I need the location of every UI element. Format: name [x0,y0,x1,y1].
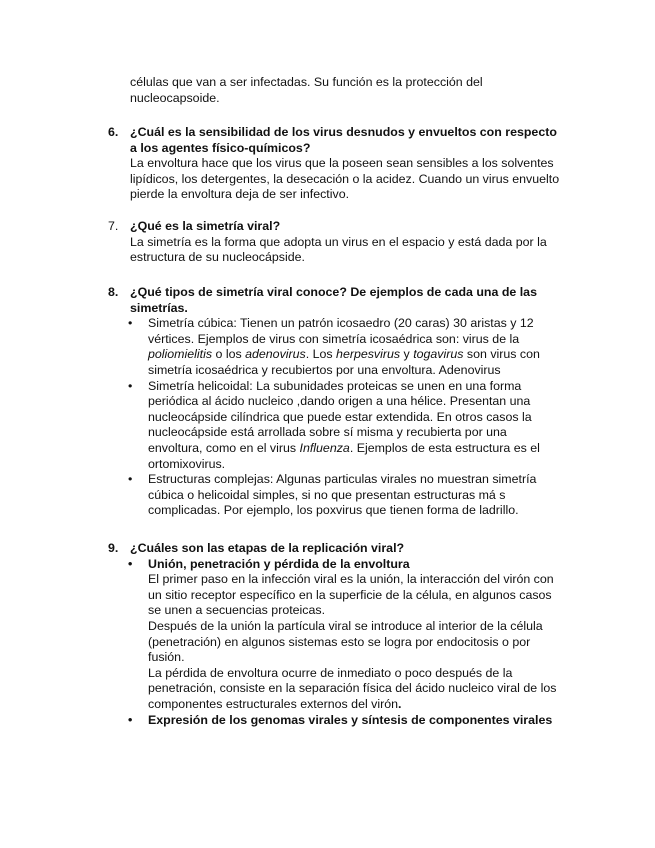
bullet-genome-title: Expresión de los genomas virales y síntesis de componentes virales [148,712,553,727]
question-8-title: ¿Qué tipos de simetría viral conoce? De ejemplos de cada una de las simetrías. [130,285,537,315]
question-7 [108,219,563,266]
union-paragraph-1: El primer paso en la infección viral es la unión, la interacción del virón con un sitio receptor específico en la superficie de la célula, en algunos casos se unen a secuencias proteicas. [148,572,554,618]
question-6-answer: La envoltura hace que los virus que la poseen sean sensibles a los solventes lipídicos, los detergentes, la desecación o la acidez. Cuando un virus envuelto pierde la envoltura deja de ser infectivo. [130,156,560,202]
term-herpesvirus: herpesvirus [336,347,401,362]
union-paragraph-2: Después de la unión la partícula viral se introduce al interior de la célula (penetración) en algunos sistemas esto se logra por endocitosis o por fusión. [148,618,543,665]
question-9 [108,541,563,728]
bullet-helical-text-a: Simetría helicoidal: La subunidades proteicas se unen en una forma periódica al ácido nucleico ,dando origen a una hélice. Presentan una nucleocápside cilíndrica que puede estar extendida. En otros casos la nucleocápside está arrollada sobre sí misma y recubierta por una envoltura, como en el virus [148,378,532,455]
bullet-union-penetration [108,557,563,573]
bullet-complex-structures [108,472,563,519]
bullet-union-title: Unión, penetración y pérdida de la envoltura [148,556,410,571]
bullet-cubic-text-e: son virus con simetría icosaédrica y recubiertos por una envoltura. Adenovirus [148,347,540,377]
bullet-dot: • [128,316,133,331]
bullet-dot: • [128,472,133,487]
term-influenza: Influenza [299,440,350,455]
question-9-title: ¿Cuáles son las etapas de la replicación viral? [130,541,405,555]
bullet-cubic-text-a: Simetría cúbica: Tienen un patrón icosaedro (20 caras) 30 aristas y 12 vértices. Ejemplos de virus con simetría icosaédrica son: virus de la [148,316,534,346]
term-adenovirus: adenovirus [245,347,306,362]
bullet-helical-text-b: . Ejemplos de esta estructura es el ortomixovirus. [148,440,540,471]
question-6-title: ¿Cuál es la sensibilidad de los virus desnudos y envueltos con respecto a los agentes físico-químicos? [130,125,557,155]
question-6-number: 6. [108,125,119,139]
bullet-helical-symmetry [108,379,563,473]
union-paragraph-3-text: La pérdida de envoltura ocurre de inmediato o poco después de la penetración, consiste en la separación física del ácido nucleico viral de los componentes estructurales externos del virón [148,665,557,711]
question-7-number: 7. [108,219,119,233]
bullet-dot: • [128,556,133,571]
question-9-heading [108,541,563,557]
continuation-paragraph: células que van a ser infectadas. Su función es la protección del nucleocapsoide. [130,75,483,105]
bullet-cubic-text-b: o los [212,347,246,362]
question-7-answer: La simetría es la forma que adopta un virus en el espacio y está dada por la estructura de su nucleocápside. [130,234,547,265]
bullet-dot: • [128,378,133,393]
question-6 [108,125,563,203]
bullet-cubic-text-d: y [400,347,414,362]
question-8-heading [108,285,563,316]
bullet-dot: • [128,712,133,727]
question-7-heading [108,219,563,235]
bullet-genome-expression [108,713,563,729]
union-paragraph-3 [108,666,563,713]
question-6-heading [108,125,563,156]
bullet-complex-text: Estructuras complejas: Algunas particulas virales no muestran simetría cúbica o helicoidal simples, si no que presentan estructuras má s complicadas. Por ejemplo, los poxvirus que tienen forma de ladrillo. [148,472,537,518]
bullet-cubic-text-c: . Los [305,347,337,362]
union-paragraph-3-period: . [398,696,402,711]
question-9-number: 9. [108,541,119,555]
question-8-number: 8. [108,285,119,299]
term-poliomielitis: poliomielitis [148,347,213,362]
question-8 [108,285,563,519]
term-togavirus: togavirus [413,347,464,362]
question-7-title: ¿Qué es la simetría viral? [130,219,281,233]
bullet-cubic-symmetry [108,316,563,378]
